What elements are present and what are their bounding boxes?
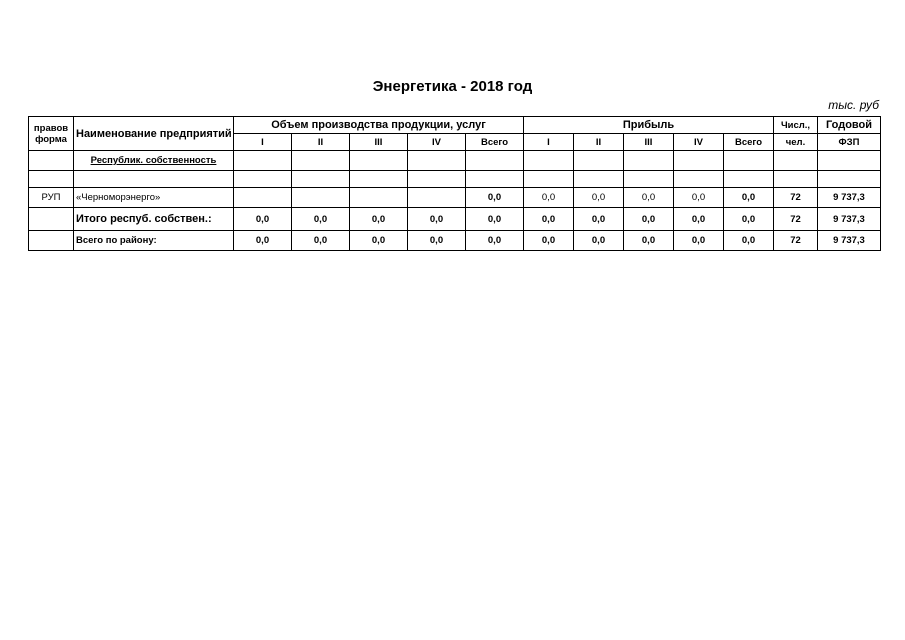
row-profit-q1: 0,0 <box>524 208 574 231</box>
row-volume-q2: 0,0 <box>292 231 350 251</box>
row-profit-total: 0,0 <box>724 188 774 208</box>
row-volume-q4 <box>408 188 466 208</box>
blank-row <box>29 171 881 188</box>
empty-cell <box>466 151 524 171</box>
row-volume-q2 <box>292 188 350 208</box>
section-label: Республик. собственность <box>74 151 234 171</box>
profit-q1: I <box>524 134 574 151</box>
row-staff: 72 <box>774 188 818 208</box>
empty-cell <box>574 171 624 188</box>
empty-cell <box>724 171 774 188</box>
row-volume-q3: 0,0 <box>350 208 408 231</box>
row-profit-q4: 0,0 <box>674 208 724 231</box>
empty-cell <box>774 171 818 188</box>
empty-cell <box>674 171 724 188</box>
row-name: Всего по району: <box>74 231 234 251</box>
empty-cell <box>234 171 292 188</box>
header-form <box>29 117 74 151</box>
header-fzp-1: Годовой <box>818 117 881 134</box>
row-profit-q2: 0,0 <box>574 231 624 251</box>
empty-cell <box>724 151 774 171</box>
volume-total: Всего <box>466 134 524 151</box>
empty-cell <box>574 151 624 171</box>
profit-q4: IV <box>674 134 724 151</box>
row-fzp: 9 737,3 <box>818 188 881 208</box>
row-profit-q3: 0,0 <box>624 231 674 251</box>
row-profit-q4: 0,0 <box>674 231 724 251</box>
volume-q2: II <box>292 134 350 151</box>
empty-cell <box>466 171 524 188</box>
row-volume-q3 <box>350 188 408 208</box>
row-volume-q4: 0,0 <box>408 231 466 251</box>
profit-q3: III <box>624 134 674 151</box>
empty-cell <box>774 151 818 171</box>
empty-cell <box>234 151 292 171</box>
empty-cell <box>29 171 74 188</box>
header-name: Наименование предприятий <box>74 117 234 151</box>
table-row-subtotal <box>29 208 881 231</box>
row-form <box>29 208 74 231</box>
header-staff-2: чел. <box>774 134 818 151</box>
row-volume-q1: 0,0 <box>234 208 292 231</box>
row-profit-q3: 0,0 <box>624 208 674 231</box>
row-name: «Черноморэнерго» <box>74 188 234 208</box>
row-volume-q1: 0,0 <box>234 231 292 251</box>
row-staff: 72 <box>774 231 818 251</box>
header-form-line1: правов <box>33 122 69 134</box>
row-profit-q3: 0,0 <box>624 188 674 208</box>
row-profit-q2: 0,0 <box>574 188 624 208</box>
empty-cell <box>350 171 408 188</box>
empty-cell <box>624 171 674 188</box>
row-profit-q1: 0,0 <box>524 188 574 208</box>
empty-cell <box>624 151 674 171</box>
empty-cell <box>29 151 74 171</box>
row-form <box>29 231 74 251</box>
row-profit-q1: 0,0 <box>524 231 574 251</box>
header-profit: Прибыль <box>524 117 774 134</box>
row-profit-total: 0,0 <box>724 208 774 231</box>
row-form: РУП <box>29 188 74 208</box>
row-name: Итого респуб. собствен.: <box>74 208 234 231</box>
row-fzp: 9 737,3 <box>818 208 881 231</box>
row-volume-q4: 0,0 <box>408 208 466 231</box>
volume-q4: IV <box>408 134 466 151</box>
empty-cell <box>408 171 466 188</box>
header-form-line2: форма <box>35 133 67 145</box>
empty-cell <box>524 171 574 188</box>
table-row <box>29 188 881 208</box>
row-volume-total: 0,0 <box>466 188 524 208</box>
empty-cell <box>350 151 408 171</box>
row-volume-q2: 0,0 <box>292 208 350 231</box>
row-volume-total: 0,0 <box>466 231 524 251</box>
volume-q1: I <box>234 134 292 151</box>
profit-total: Всего <box>724 134 774 151</box>
row-volume-q1 <box>234 188 292 208</box>
row-profit-q2: 0,0 <box>574 208 624 231</box>
header-staff-1: Числ., <box>774 117 818 134</box>
volume-q3: III <box>350 134 408 151</box>
empty-cell <box>674 151 724 171</box>
empty-cell <box>818 151 881 171</box>
empty-cell <box>524 151 574 171</box>
profit-q2: II <box>574 134 624 151</box>
page-title: Энергетика - 2018 год <box>372 78 533 95</box>
empty-cell <box>292 171 350 188</box>
report-table <box>28 116 881 251</box>
header-fzp-2: ФЗП <box>818 134 881 151</box>
header-volume: Объем производства продукции, услуг <box>234 117 524 134</box>
row-volume-q3: 0,0 <box>350 231 408 251</box>
row-fzp: 9 737,3 <box>818 231 881 251</box>
header-row-1 <box>29 117 881 134</box>
row-staff: 72 <box>774 208 818 231</box>
empty-cell <box>74 171 234 188</box>
row-profit-total: 0,0 <box>724 231 774 251</box>
empty-cell <box>818 171 881 188</box>
row-volume-total: 0,0 <box>466 208 524 231</box>
table-row-total <box>29 231 881 251</box>
section-row <box>29 151 881 171</box>
row-profit-q4: 0,0 <box>674 188 724 208</box>
empty-cell <box>292 151 350 171</box>
empty-cell <box>408 151 466 171</box>
units-label: тыс. руб <box>828 98 879 112</box>
